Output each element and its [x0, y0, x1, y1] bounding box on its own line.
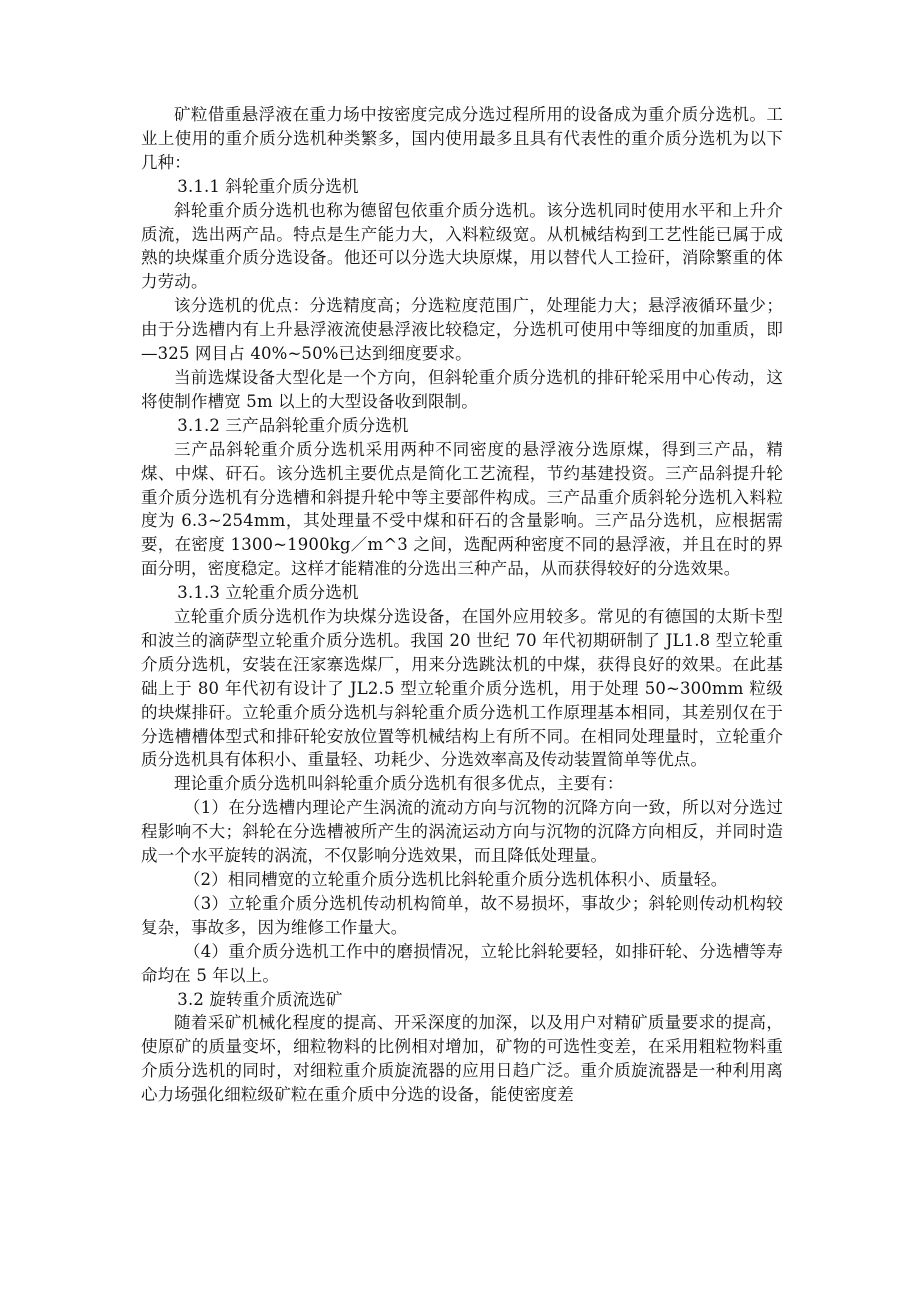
list-item-advantage-2: （2）相同槽宽的立轮重介质分选机比斜轮重介质分选机体积小、质量轻。 [183, 870, 728, 889]
section-heading-3-1-2: 3.1.2 三产品斜轮重介质分选机 [177, 415, 409, 435]
paragraph-three-product-separator: 三产品斜轮重介质分选机采用两种不同密度的悬浮液分选原煤，得到三产品，精煤、中煤、矸石。该分选机主要优点是简化工艺流程，节约基建投资。三产品斜提升轮重介质分选机有分选槽和斜提升轮中等主要部件构成。三产品重介质斜轮分选机入料粒度为 6.3~254mm，其处理量不受中煤和矸石的含量影响。三产品分选机，应根据需要，在密度 1300~1900kg／m^3 之间，选配两种密度不同的悬浮液，并且在时的界面分明，密度稳定。这样才能精准的分选出三种产品，从而获得较好的分选效果。 [141, 439, 783, 579]
paragraph-advantages-intro: 理论重介质分选机叫斜轮重介质分选机有很多优点，主要有： [174, 774, 624, 794]
document-body [141, 103, 783, 1107]
list-item-advantage-1: （1）在分选槽内理论产生涡流的流动方向与沉物的沉降方向一致，所以对分选过程影响不大；斜轮在分选槽被所产生的涡流运动方向与沉物的沉降方向相反，并同时造成一个水平旋转的涡流，不仅影响分选效果，而且降低处理量。 [141, 798, 783, 866]
list-item-advantage-3: （3）立轮重介质分选机传动机构简单，故不易损坏，事故少；斜轮则传动机构较复杂，事故多，因为维修工作量大。 [141, 893, 783, 937]
list-item-advantage-4: （4）重介质分选机工作中的磨损情况，立轮比斜轮要轻，如排矸轮、分选槽等寿命均在 5 年以上。 [141, 941, 783, 985]
section-heading-3-2: 3.2 旋转重介质流选矿 [177, 989, 343, 1009]
paragraph-cyclone-description: 随着采矿机械化程度的提高、开采深度的加深，以及用户对精矿质量要求的提高，使原矿的质量变坏，细粒物料的比例相对增加，矿物的可选性变差，在采用粗粒物料重介质分选机的同时，对细粒重介质旋流器的应用日趋广泛。重介质旋流器是一种利用离心力场强化细粒级矿粒在重介质中分选的设备，能使密度差 [141, 1013, 783, 1105]
paragraph-inclined-wheel-limits: 当前选煤设备大型化是一个方向，但斜轮重介质分选机的排矸轮采用中心传动，这将使制作槽宽 5m 以上的大型设备收到限制。 [141, 367, 783, 411]
paragraph-inclined-wheel-advantages: 该分选机的优点：分选精度高；分选粒度范围广，处理能力大；悬浮液循环量少；由于分选槽内有上升悬浮液流使悬浮液比较稳定，分选机可使用中等细度的加重质，即—325 网目占 40%~50%已达到细度要求。 [141, 296, 783, 364]
paragraph-inclined-wheel-description: 斜轮重介质分选机也称为德留包依重介质分选机。该分选机同时使用水平和上升介质流，选出两产品。特点是生产能力大，入料粒级宽。从机械结构到工艺性能已属于成熟的块煤重介质分选设备。他还可以分选大块原煤，用以替代人工捡矸，消除繁重的体力劳动。 [141, 200, 783, 292]
section-heading-3-1-3: 3.1.3 立轮重介质分选机 [177, 583, 359, 603]
paragraph-intro: 矿粒借重悬浮液在重力场中按密度完成分选过程所用的设备成为重介质分选机。工业上使用的重介质分选机种类繁多，国内使用最多且具有代表性的重介质分选机为以下几种： [141, 105, 783, 172]
paragraph-vertical-wheel-description: 立轮重介质分选机作为块煤分选设备，在国外应用较多。常见的有德国的太斯卡型和波兰的滴萨型立轮重介质分选机。我国 20 世纪 70 年代初期研制了 JL1.8 型立轮重介质分选机，安装在汪家寨选煤厂，用来分选跳汰机的中煤，获得良好的效果。在此基础上于 80 年代初有设计了 JL2.5 型立轮重介质分选机，用于处理 50~300mm 粒级的块煤排矸。立轮重介质分选机与斜轮重介质分选机工作原理基本相同，其差别仅在于分选槽槽体型式和排矸轮安放位置等机械结构上有所不同。在相同处理量时，立轮重介质分选机具有体积小、重量轻、功耗少、分选效率高及传动装置简单等优点。 [141, 607, 783, 770]
section-heading-3-1-1: 3.1.1 斜轮重介质分选机 [177, 176, 359, 196]
